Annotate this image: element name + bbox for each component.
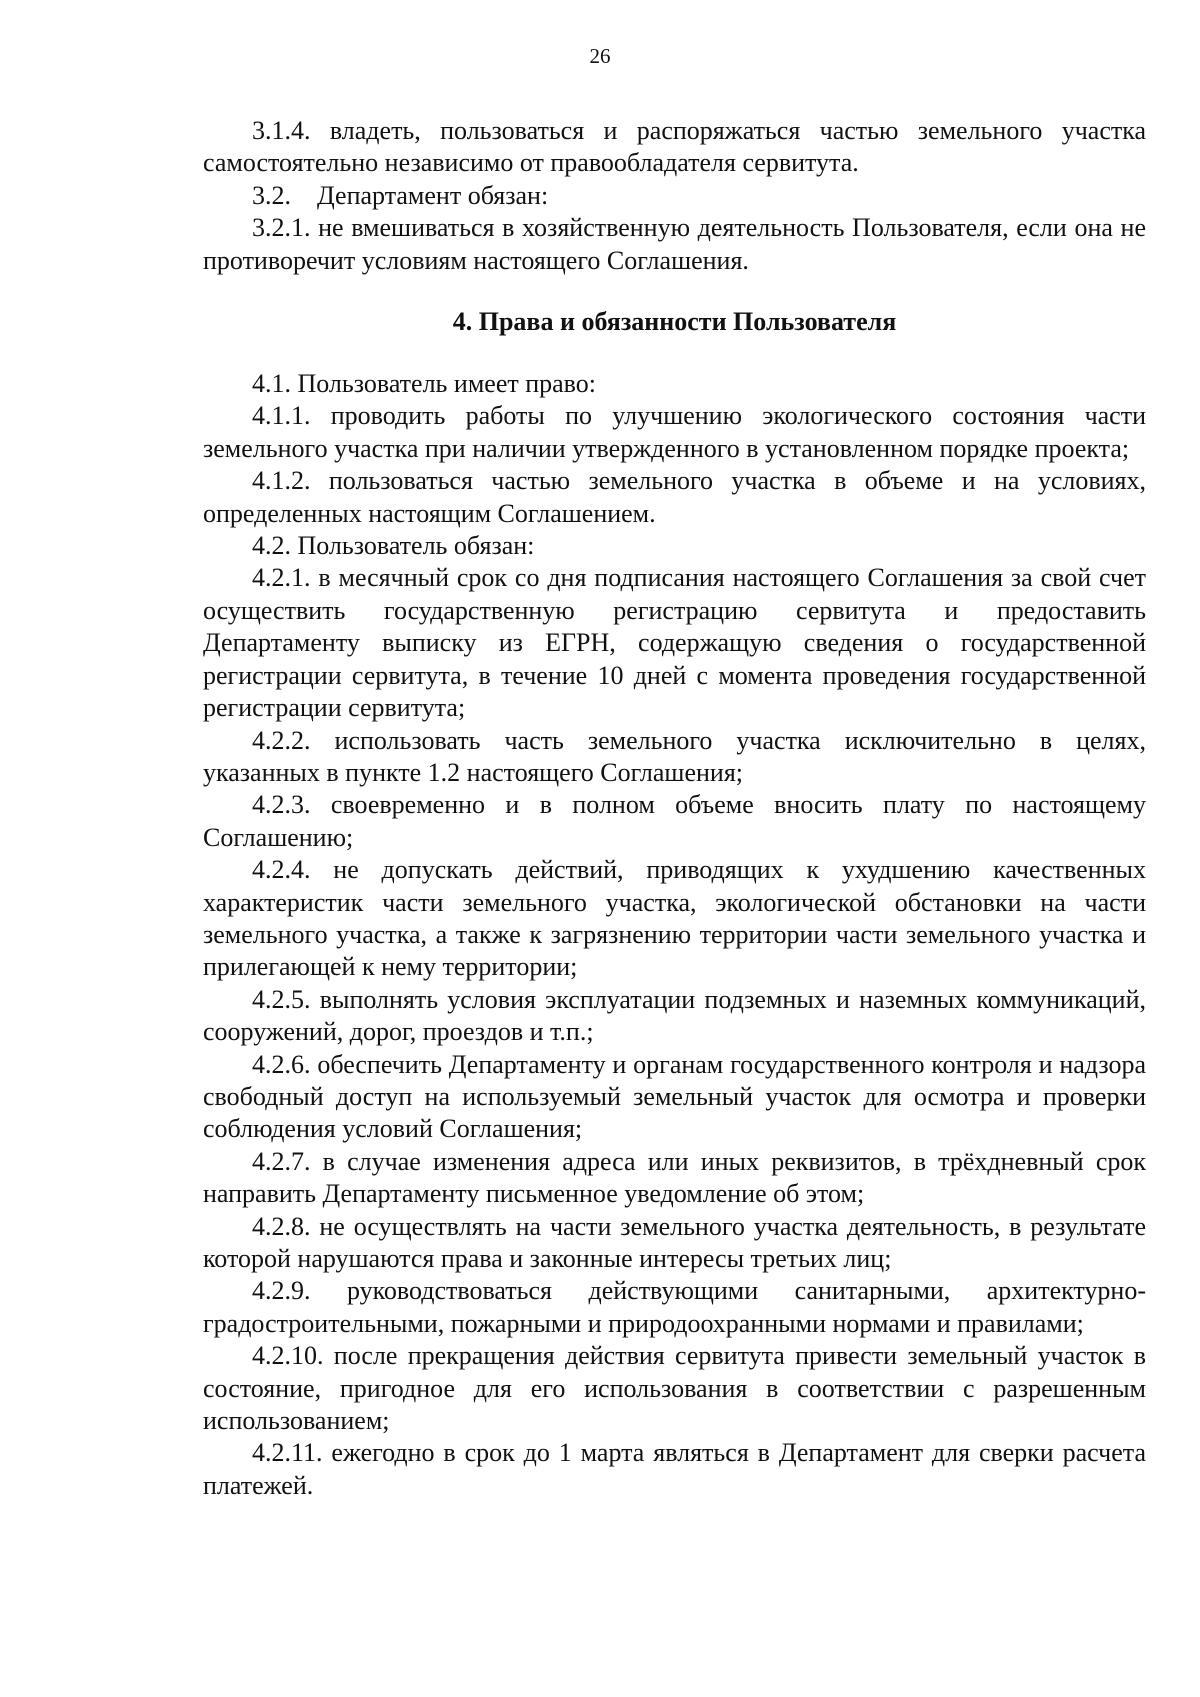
clause-4-2-4: 4.2.4. не допускать действий, приводящих к ухудшению качественных характеристик части земельного участка, экологической обстановки на части земельного участка, а также к загрязнению территории части земельного участка и прилегающей к нему территории;	[203, 855, 1146, 982]
document-body	[203, 115, 1146, 1502]
clause-4-2-7: 4.2.7. в случае изменения адреса или иных реквизитов, в трёхдневный срок направить Департаменту письменное уведомление об этом;	[203, 1146, 1146, 1209]
clause-3-1-4: 3.1.4. владеть, пользоваться и распоряжаться частью земельного участка самостоятельно независимо от правообладателя сервитута.	[203, 116, 1146, 178]
clause-4-2-1: 4.2.1. в месячный срок со дня подписания настоящего Соглашения за свой счет осуществить государственную регистрацию сервитута и предоставить Департаменту выписку из ЕГРН, содержащую сведения о государственной регистрации сервитута, в течение 10 дней с момента проведения государственной регистрации сервитута;	[203, 563, 1146, 723]
clause-4-1: 4.1. Пользователь имеет право:	[252, 369, 597, 399]
clause-4-1-2: 4.1.2. пользоваться частью земельного участка в объеме и на условиях, определенных настоящим Соглашением.	[203, 466, 1146, 528]
page-number: 26	[589, 44, 611, 68]
clause-3-2: 3.2. Департамент обязан:	[252, 180, 549, 210]
clause-4-2-3: 4.2.3. своевременно и в полном объеме вносить плату по настоящему Соглашению;	[203, 790, 1146, 852]
clause-4-2-8: 4.2.8. не осуществлять на части земельного участка деятельность, в результате которой нарушаются права и законные интересы третьих лиц;	[203, 1211, 1146, 1273]
clause-4-1-1: 4.1.1. проводить работы по улучшению экологического состояния части земельного участка при наличии утвержденного в установленном порядке проекта;	[203, 401, 1146, 463]
clause-4-2-6: 4.2.6. обеспечить Департаменту и органам государственного контроля и надзора свободный доступ на используемый земельный участок для осмотра и проверки соблюдения условий Соглашения;	[203, 1049, 1146, 1144]
clause-4-2-11: 4.2.11. ежегодно в срок до 1 марта являться в Департамент для сверки расчета платежей.	[203, 1438, 1146, 1500]
clause-4-2-5: 4.2.5. выполнять условия эксплуатации подземных и наземных коммуникаций, сооружений, дорог, проездов и т.п.;	[203, 984, 1146, 1047]
clause-4-2: 4.2. Пользователь обязан:	[252, 531, 535, 561]
clause-4-2-2: 4.2.2. использовать часть земельного участка исключительно в целях, указанных в пункте 1.2 настоящего Соглашения;	[203, 725, 1146, 787]
clause-4-2-10: 4.2.10. после прекращения действия сервитута привести земельный участок в состояние, пригодное для его использования в соответствии с разрешенным использованием;	[203, 1341, 1146, 1436]
clause-3-2-1: 3.2.1. не вмешиваться в хозяйственную деятельность Пользователя, если она не противоречит условиям настоящего Соглашения.	[203, 213, 1146, 275]
section-heading: 4. Права и обязанности Пользователя	[452, 307, 897, 337]
clause-4-2-9: 4.2.9. руководствоваться действующими санитарными, архитектурно-градостроительными, пожарными и природоохранными нормами и правилами;	[203, 1276, 1146, 1338]
